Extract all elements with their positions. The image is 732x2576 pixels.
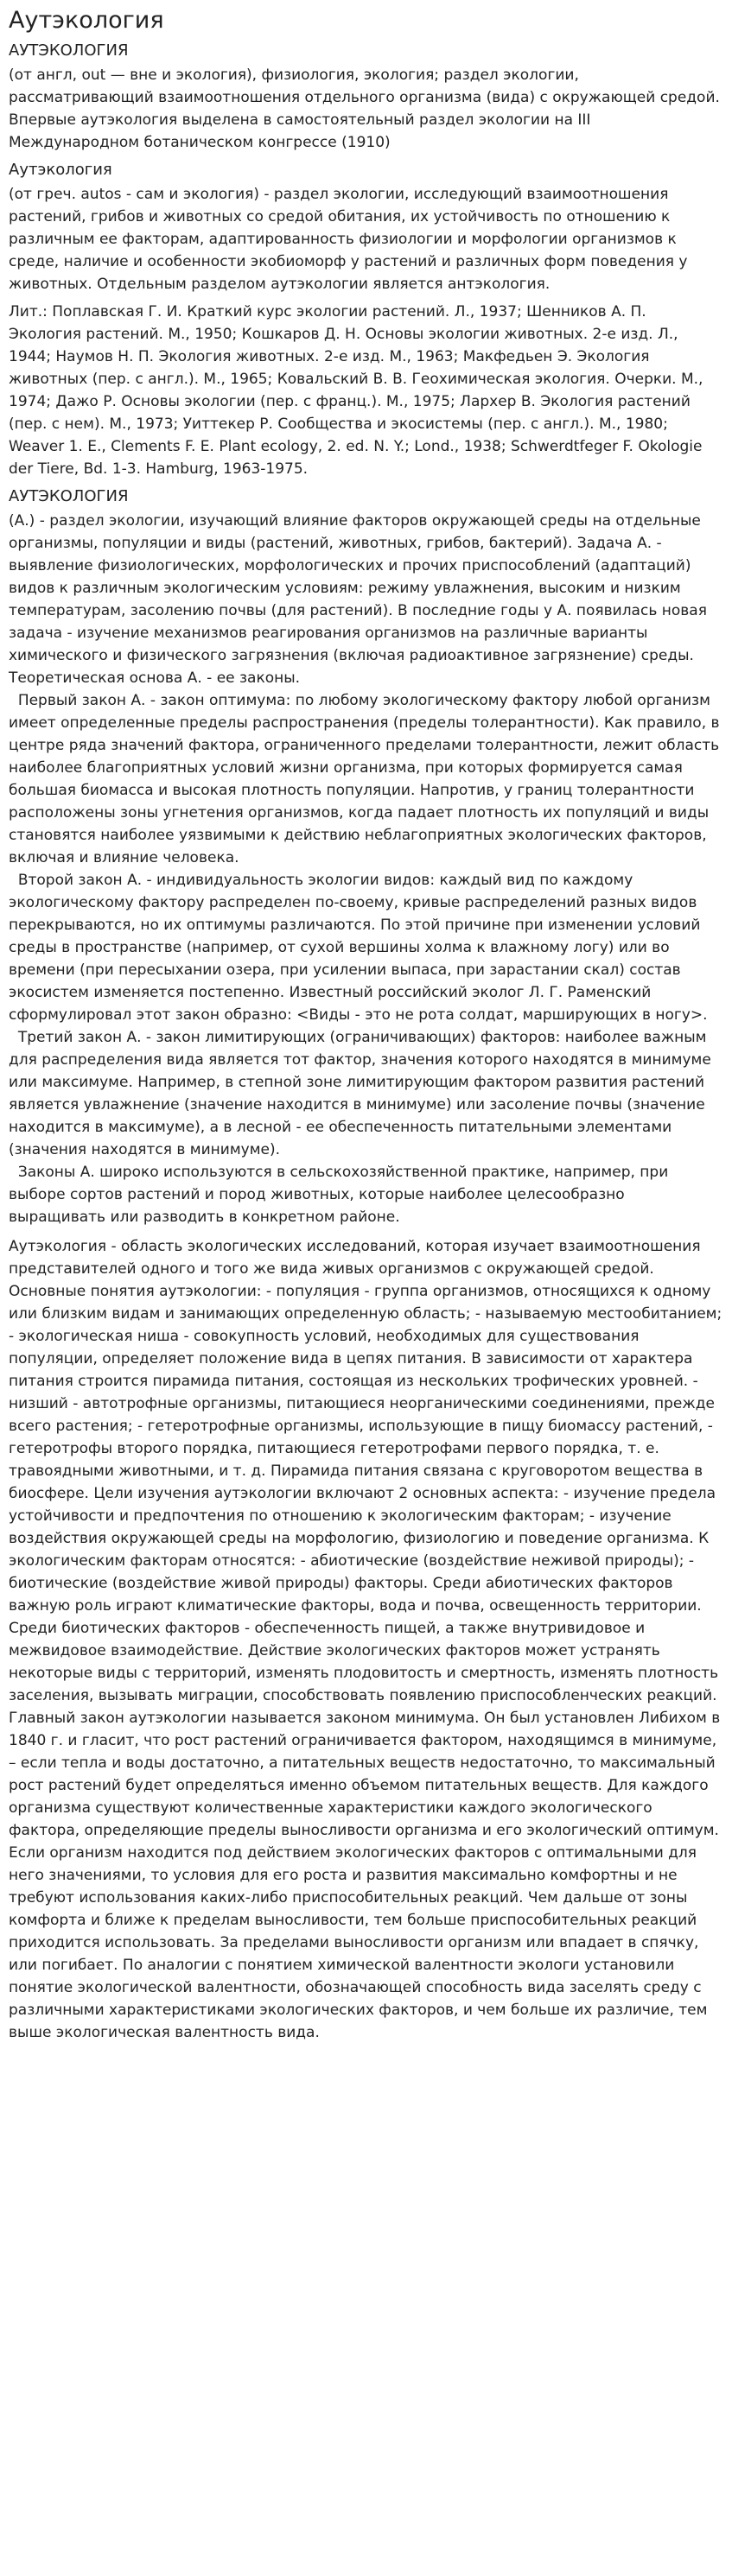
entry-paragraph: Теоретическая основа А. - ее законы. xyxy=(9,669,301,687)
entry-2 xyxy=(9,159,723,480)
entry-paragraph: Второй закон А. - индивидуальность экологии видов: каждый вид по каждому экологическому фактору распределен по-своему, кривые распределений разных видов перекрываются, но их оптимумы различаются. По этой причине при изменении условий среды в пространстве (например, от сухой вершины холма к влажному логу) или во времени (при пересыхании озера, при усилении выпаса, при зарастании скал) состав экосистем изменяется постепенно. Известный российский эколог Л. Г. Раменский сформулировал этот закон образно: <Виды - это не рота солдат, марширующих в ногу>. xyxy=(9,872,708,1024)
page-title: Аутэкология xyxy=(9,7,164,34)
entry-heading: АУТЭКОЛОГИЯ xyxy=(9,487,129,505)
entry-paragraph: Первый закон А. - закон оптимума: по любому экологическому фактору любой организм имеет определенные пределы распространения (пределы толерантности). Как правило, в центре ряда значений фактора, ограниченного пределами толерантности, лежит область наиболее благоприятных условий жизни организма, при которых формируется самая большая биомасса и высокая плотность популяции. Напротив, у границ толерантности расположены зоны угнетения организмов, когда падает плотность их популяций и виды становятся наиболее уязвимыми к действию неблагоприятных экологических факторов, включая и влияние человека. xyxy=(9,692,724,866)
entry-1 xyxy=(9,40,723,154)
entry-paragraph: Законы А. широко используются в сельскохозяйственной практике, например, при выборе сортов растений и пород животных, которые наиболее целесообразно выращивать или разводить в конкретном районе. xyxy=(9,1164,673,1226)
entry-paragraph: Третий закон А. - закон лимитирующих (ограничивающих) факторов: наиболее важным для распределения вида является тот фактор, значения которого находятся в минимуме или максимуме. Например, в степной зоне лимитирующим фактором развития растений является увлажнение (значение находится в минимуме) или засоление почвы (значение находится в максимуме), а в лесной - ее обеспеченность питательными элементами (значения находятся в минимуме). xyxy=(9,1029,716,1158)
entry-paragraph: (от англ, out — вне и экология), физиология, экология; раздел экологии, рассматривающий взаимоотношения отдельного организма (вида) с окружающей средой. Впервые аутэкология выделена в самостоятельный раздел экологии на III Международном ботаническом конгрессе (1910) xyxy=(9,67,720,151)
entry-paragraph: (от греч. autos - сам и экология) - раздел экологии, исследующий взаимоотношения растений, грибов и животных со средой обитания, их устойчивость по отношению к различным ее факторам, адаптированность физиологии и морфологии организмов к среде, наличие и особенности экобиоморф у растений и различных форм поведения у животных. Отдельным разделом аутэкологии является антэкология. xyxy=(9,186,688,293)
bibliography: Лит.: Поплавская Г. И. Краткий курс экологии растений. Л., 1937; Шенников А. П. Экология растений. М., 1950; Кошкаров Д. Н. Основы экологии животных. 2-е изд. Л., 1944; Наумов Н. П. Экология животных. 2-е изд. М., 1963; Макфедьен Э. Экология животных (пер. с англ.). М., 1965; Ковальский В. В. Геохимическая экология. Очерки. М., 1974; Дажо Р. Основы экологии (пер. с франц.). М., 1975; Лархер В. Экология растений (пер. с нем). М., 1973; Уиттекер Р. Сообщества и экосистемы (пер. с англ.). М., 1980; Weaver 1. Е., Clements F. E. Plant ecology, 2. ed. N. Y.; Lond., 1938; Schwerdtfeger F. Okologie der Tiere, Bd. 1-3. Hamburg, 1963-1975. xyxy=(9,303,703,478)
entry-paragraph: Аутэкология - область экологических исследований, которая изучает взаимоотношения представителей одного и того же вида живых организмов с окружающей средой. Основные понятия аутэкологии: - популяция - группа организмов, относящихся к одному или близким видам и занимающих определенную область; - называемую местообитанием; - экологическая ниша - совокупность условий, необходимых для существования популяции, определяет положение вида в цепях питания. В зависимости от характера питания строится пирамида питания, состоящая из нескольких трофических уровней. - низший - автотрофные организмы, питающиеся неорганическими соединениями, прежде всего растения; - гетеротрофные организмы, использующие в пищу биомассу растений, - гетеротрофы второго порядка, питающиеся гетеротрофами первого порядка, т. е. травоядными животными, и т. д. Пирамида питания связана с круговоротом вещества в биосфере. Цели изучения аутэкологии включают 2 основных аспекта: - изучение предела устойчивости и предпочтения по отношению к экологическим факторам; - изучение воздействия окружающей среды на морфологию, физиологию и поведение организма. К экологическим факторам относятся: - абиотические (воздействие неживой природы); - биотические (воздействие живой природы) факторы. Среди абиотических факторов важную роль играют климатические факторы, вода и почва, освещенность территории. Среди биотических факторов - обеспеченность пищей, а также внутривидовое и межвидовое взаимодействие. Действие экологических факторов может устранять некоторые виды с территорий, изменять плодовитость и смертность, изменять плотность заселения, вызывать миграции, способствовать появлению приспособленческих реакций. Главный закон аутэкологии называется законом минимума. Он был установлен Либихом в 1840 г. и гласит, что рост растений ограничивается фактором, находящимся в минимуме, – если тепла и воды достаточно, а питательных веществ недостаточно, то максимальный рост растений будет определяться именно объемом питательных веществ. Для каждого организма существуют количественные характеристики каждого экологического фактора, определяющие пределы выносливости организма и его экологический оптимум. Если организм находится под действием экологических факторов с оптимальными для него значениями, то условия для его роста и развития максимально комфортны и не требуют использования каких-либо приспособительных реакций. Чем дальше от зоны комфорта и ближе к пределам выносливости, тем больше приспособительных реакций приходится использовать. За пределами выносливости организм или впадает в спячку, или погибает. По аналогии с понятием химической валентности экологи установили понятие экологической валентности, обозначающей способность вида заселять среду с различными характеристиками экологических факторов, и чем больше их различие, тем выше экологическая валентность вида. xyxy=(9,1238,722,2041)
entry-heading: Аутэкология xyxy=(9,161,112,179)
entry-paragraph: (А.) - раздел экологии, изучающий влияние факторов окружающей среды на отдельные организмы, популяции и виды (растений, животных, грибов, бактерий). Задача А. - выявление физиологических, морфологических и прочих приспособлений (адаптаций) видов к различным экологическим условиям: режиму увлажнения, высоким и низким температурам, засолению почвы (для растений). В последние годы у А. появилась новая задача - изучение механизмов реагирования организмов на различные варианты химического и физического загрязнения (включая радиоактивное загрязнение) среды. xyxy=(9,512,707,664)
entry-heading: АУТЭКОЛОГИЯ xyxy=(9,41,129,60)
entry-3 xyxy=(9,485,723,1228)
entry-4 xyxy=(9,1235,723,2044)
